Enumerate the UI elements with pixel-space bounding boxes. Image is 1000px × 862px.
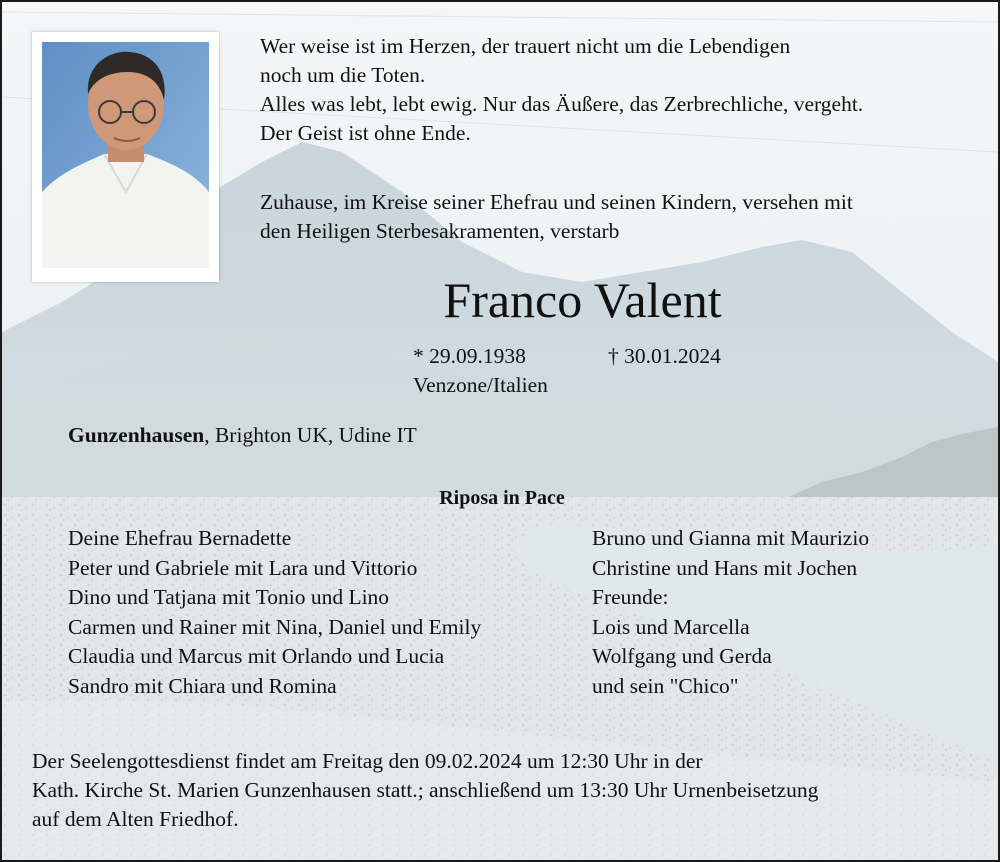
intro-line: den Heiligen Sterbesakramenten, verstarb — [260, 219, 620, 243]
cities-line — [68, 421, 417, 450]
birthplace: Venzone/Italien — [413, 373, 548, 397]
mourners-left-column — [68, 524, 481, 701]
mourner-entry: Dino und Tatjana mit Tonio und Lino — [68, 585, 390, 609]
service-line: Der Seelengottesdienst findet am Freitag den 09.02.2024 um 12:30 Uhr in der — [32, 749, 703, 773]
deceased-name: Franco Valent — [443, 272, 722, 328]
portrait-frame — [32, 32, 219, 282]
mourner-entry: Deine Ehefrau Bernadette — [68, 526, 292, 550]
mourner-entry: Sandro mit Chiara und Romina — [68, 673, 337, 698]
mourner-entry: Lois und Marcella — [592, 614, 750, 639]
other-cities: , Brighton UK, Udine IT — [204, 423, 417, 447]
mourner-entry: Bruno und Gianna mit Maurizio — [592, 526, 870, 550]
death-date: † 30.01.2024 — [608, 344, 721, 368]
mourners-right-column — [592, 524, 869, 701]
mourner-entry: Claudia und Marcus mit Orlando und Lucia — [68, 644, 445, 668]
portrait-photo — [42, 42, 209, 268]
mourner-entry: Christine und Hans mit Jochen — [592, 555, 858, 580]
intro-line: Zuhause, im Kreise seiner Ehefrau und seinen Kindern, versehen mit — [260, 190, 853, 214]
verse-line: Wer weise ist im Herzen, der trauert nicht um die Lebendigen — [260, 34, 791, 58]
verse-line: noch um die Toten. — [260, 63, 426, 87]
verse-text — [260, 32, 990, 148]
verse-line: Alles was lebt, lebt ewig. Nur das Äußere, das Zerbrechliche, vergeht. — [260, 92, 864, 116]
service-line: Kath. Kirche St. Marien Gunzenhausen statt.; anschließend um 13:30 Uhr Urnenbeisetzung — [32, 778, 819, 802]
main-city: Gunzenhausen — [68, 423, 205, 447]
birth-date: * 29.09.1938 — [413, 344, 526, 368]
mourner-entry: Carmen und Rainer mit Nina, Daniel und Emily — [68, 614, 482, 639]
service-line: auf dem Alten Friedhof. — [32, 807, 239, 831]
intro-text — [260, 188, 853, 246]
rip-heading: Riposa in Pace — [439, 487, 565, 509]
mourner-entry: Peter und Gabriele mit Lara und Vittorio — [68, 555, 418, 580]
mourner-entry: und sein "Chico" — [592, 673, 739, 698]
service-announcement — [32, 747, 818, 834]
mourner-entry: Wolfgang und Gerda — [592, 644, 772, 668]
mourner-entry: Freunde: — [592, 585, 669, 609]
verse-line: Der Geist ist ohne Ende. — [260, 121, 471, 145]
